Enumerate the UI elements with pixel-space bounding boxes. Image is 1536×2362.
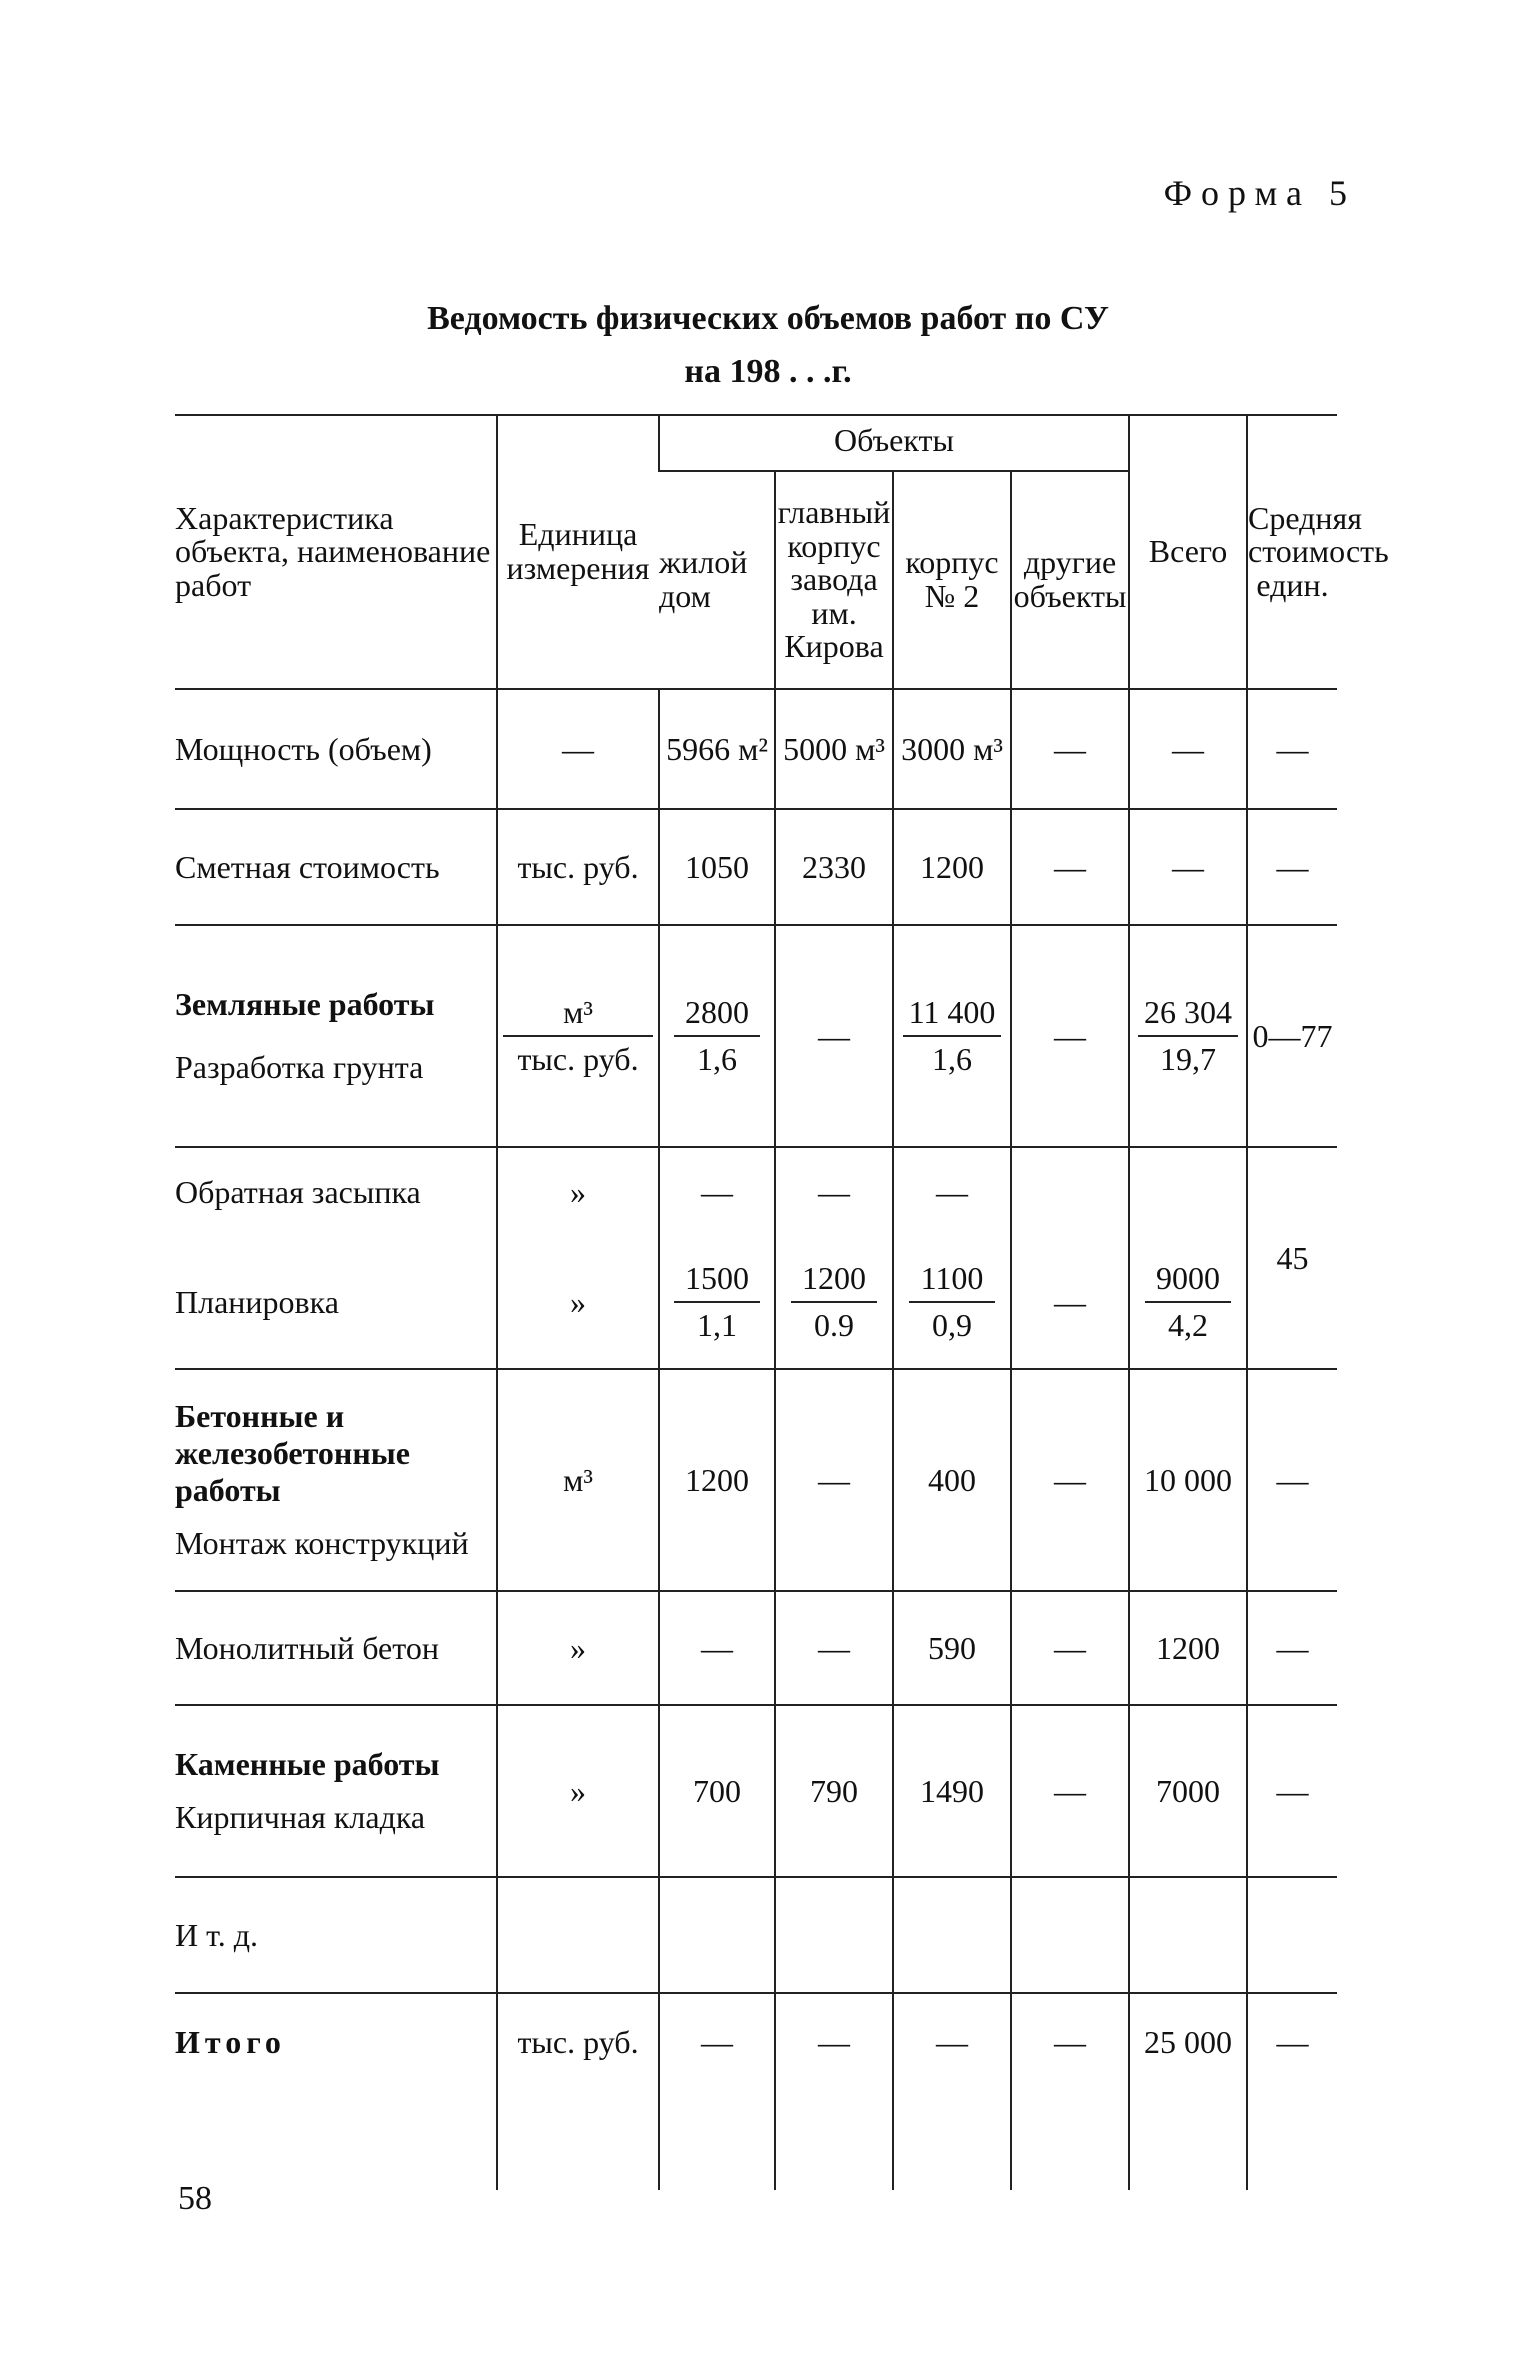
row-unit: » — [497, 1236, 659, 1369]
cell: $\frac{1200}{0.9}$ — [775, 1236, 893, 1369]
cell: 1200 — [893, 809, 1011, 925]
cell: 3000 м³ — [893, 689, 1011, 809]
cell: 5966 м² — [659, 689, 775, 809]
cell: 45 — [1247, 1147, 1337, 1369]
table-row — [175, 1591, 1337, 1705]
cell — [775, 1877, 893, 1993]
cell: — — [1011, 1993, 1129, 2190]
row-name: Монолитный бетон — [175, 1591, 497, 1705]
cell: — — [1129, 809, 1247, 925]
row-name — [175, 925, 497, 1147]
cell: $\frac{9000}{4,2}$ — [1129, 1236, 1247, 1369]
header-characteristic: Характеристика объекта, наименование работ — [175, 415, 497, 689]
cell: — — [1247, 689, 1337, 809]
row-unit: тыс. руб. — [497, 1993, 659, 2190]
row-unit: » — [497, 1147, 659, 1236]
cell — [1129, 1147, 1247, 1236]
cell: — — [775, 1591, 893, 1705]
cell: — — [775, 1369, 893, 1591]
page-number: 58 — [178, 2180, 212, 2217]
volume-table — [175, 414, 1389, 2190]
cell: $\frac{2800}{1,6}$ — [659, 925, 775, 1147]
cell: 1490 — [893, 1705, 1011, 1877]
header-residential: жилой дом — [659, 544, 748, 614]
cell: — — [1247, 809, 1337, 925]
row-name: Обратная засыпка — [175, 1147, 497, 1236]
cell: 7000 — [1129, 1705, 1247, 1877]
header-objects: Объекты — [659, 415, 1129, 472]
cell: — — [1011, 1236, 1129, 1369]
form-label: Форма 5 — [1163, 173, 1356, 213]
cell: 400 — [893, 1369, 1011, 1591]
cell — [1011, 1877, 1129, 1993]
row-unit: » — [497, 1705, 659, 1877]
cell: — — [1247, 1705, 1337, 1877]
cell: — — [775, 925, 893, 1147]
cell: — — [1247, 1993, 1337, 2190]
header-row — [175, 415, 1337, 472]
cell: 1050 — [659, 809, 775, 925]
cell: — — [893, 1147, 1011, 1236]
row-name — [175, 1705, 497, 1877]
cell: 5000 м³ — [775, 689, 893, 809]
work-name: Монтаж конструкций — [175, 1525, 469, 1561]
cell — [1247, 1877, 1337, 1993]
cell: — — [1011, 1591, 1129, 1705]
row-unit: м³ — [497, 1369, 659, 1591]
cell: 1200 — [659, 1369, 775, 1591]
header-avg-cost: Средняя стоимость един. — [1247, 415, 1337, 689]
table-row — [175, 1369, 1337, 1591]
row-name — [175, 1369, 497, 1591]
table-row — [175, 689, 1337, 809]
cell: — — [775, 1147, 893, 1236]
section-title: Земляные работы — [175, 986, 435, 1022]
cell: — — [1011, 925, 1129, 1147]
table-row — [175, 925, 1337, 1147]
cell: — — [1129, 689, 1247, 809]
cell: — — [1247, 1591, 1337, 1705]
cell: — — [659, 1147, 775, 1236]
cell: — — [1011, 1369, 1129, 1591]
cell: — — [893, 1993, 1011, 2190]
row-unit: » — [497, 1591, 659, 1705]
work-name: Кирпичная кладка — [175, 1799, 426, 1835]
row-name: Сметная стоимость — [175, 809, 497, 925]
cell — [1129, 1877, 1247, 1993]
cell: $\frac{1500}{1,1}$ — [659, 1236, 775, 1369]
cell: — — [1011, 689, 1129, 809]
header-building2: корпус № 2 — [893, 472, 1011, 689]
table-row — [175, 1147, 1337, 1236]
header-other-objects: другие объекты — [1011, 472, 1129, 689]
cell: $\frac{1100}{0,9}$ — [893, 1236, 1011, 1369]
section-title: Бетонные и железобетонные работы — [175, 1398, 410, 1508]
cell: 10 000 — [1129, 1369, 1247, 1591]
table-row — [175, 809, 1337, 925]
document-subtitle: на 198 . . .г. — [684, 353, 852, 390]
cell: $\frac{11 400}{1,6}$ — [893, 925, 1011, 1147]
header-main-building: главный корпус завода им. Кирова — [775, 472, 893, 689]
header-unit: Единица измерения — [497, 415, 659, 689]
cell: $\frac{26 304}{19,7}$ — [1129, 925, 1247, 1147]
cell — [893, 1877, 1011, 1993]
table-row — [175, 1705, 1337, 1877]
row-unit: — — [497, 689, 659, 809]
cell: — — [775, 1993, 893, 2190]
row-name: Планировка — [175, 1283, 339, 1320]
cell: — — [1011, 809, 1129, 925]
cell: 700 — [659, 1705, 775, 1877]
cell: 590 — [893, 1591, 1011, 1705]
row-name: Мощность (объем) — [175, 689, 497, 809]
cell — [1011, 1147, 1129, 1236]
cell: 25 000 — [1129, 1993, 1247, 2190]
cell: — — [659, 1993, 775, 2190]
section-title: Каменные работы — [175, 1746, 440, 1782]
cell: — — [1247, 1369, 1337, 1591]
header-total: Всего — [1129, 415, 1247, 689]
cell: — — [659, 1591, 775, 1705]
cell: 1200 — [1129, 1591, 1247, 1705]
cell: 2330 — [775, 809, 893, 925]
row-name: И т. д. — [175, 1877, 497, 1993]
row-unit: тыс. руб. — [497, 809, 659, 925]
cell — [497, 1877, 659, 1993]
table-row — [175, 1993, 1337, 2190]
cell: 0—77 — [1247, 925, 1337, 1147]
cell: — — [1011, 1705, 1129, 1877]
cell — [659, 1877, 775, 1993]
table-row — [175, 1877, 1337, 1993]
row-unit: $\frac{\text{м³}}{\text{тыс. руб.}}$ — [497, 925, 659, 1147]
table-row — [175, 1236, 1337, 1369]
row-name: Итого — [175, 1993, 497, 2190]
work-name: Разработка грунта — [175, 1049, 424, 1085]
cell: 790 — [775, 1705, 893, 1877]
document-title: Ведомость физических объемов работ по СУ — [427, 300, 1109, 337]
